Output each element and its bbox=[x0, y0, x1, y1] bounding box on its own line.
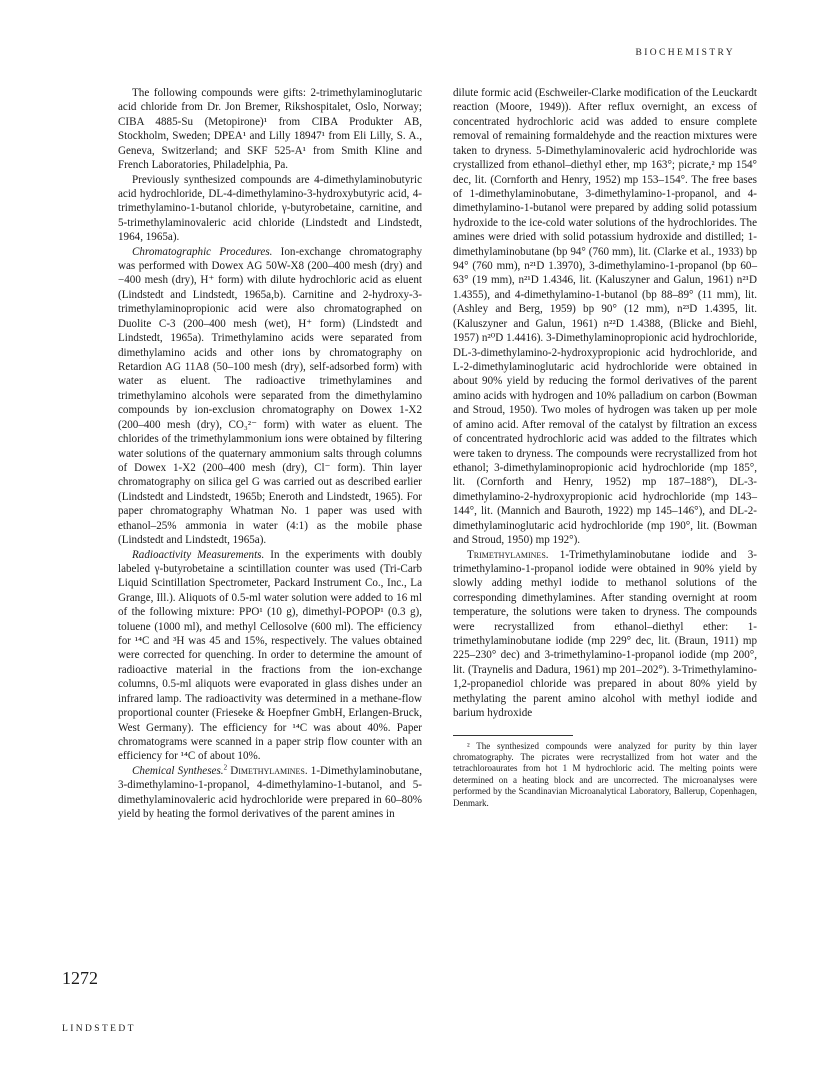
footnote: ² The synthesized compounds were analyzed for purity by thin layer chromatography. The picrates were recrystallized from hot water and the tetrachloroaurates from hot 1 M hydrochloric acid. The melting points were determined on a heating block and are uncorrected. The microanalyses were performed by the Scandinavian Microanalytical Laboratory, Ballerup, Copenhagen, Denmark. bbox=[453, 740, 757, 808]
section-heading-syntheses: Chemical Syntheses. bbox=[132, 764, 224, 777]
trimethylamines-text: 1-Trimethylaminobutane iodide and 3-trimethylamino-1-propanol iodide were obtained in 90% yield by slowly adding methyl iodide to methanol solutions of the corresponding dimethylamines. After standing overnight at room temperature, the solutions were taken to dryness. The compounds were recrystallized from ethanol–diethyl ether: 1-trimethylaminobutane iodide (mp 229° dec, lit. (Braun, 1911) mp 225–230° dec) and 3-trimethylamino-1-propanol iodide (mp 200°, lit. (Traynelis and Dadura, 1961) mp 201–202°). 3-Trimethylamino-1,2-propanediol chloride was prepared in about 80% yield by methylating the parent amino alcohol with methyl iodide and barium hydroxide bbox=[453, 548, 757, 720]
paragraph-syntheses bbox=[118, 764, 422, 822]
running-footer-author: LINDSTEDT bbox=[62, 1024, 136, 1034]
left-column bbox=[118, 86, 422, 822]
chromatography-text: Ion-exchange chromatography was performed with Dowex AG 50W-X8 (200–400 mesh (dry) and −400 mesh (dry), H⁺ form) with dilute hydrochloric acid as eluent (Lindstedt and Lindstedt, 1965a,b). Carnitine and 2-hydroxy-3-trimethylaminopropionic acid were also chromatographed on Duolite C-3 (200–400 mesh (wet), H⁺ form) (Lindstedt and Lindstedt, 1965a). Trimethylamino acids were separated from dimethylamino acids and other ions by chromatography on Retardion AG 11A8 (50–100 mesh (dry), self-adsorbed form) with water as eluent. The radioactive trimethylamines and trimethylamino alcohols were separated from the dimethylamino compounds by ion-exclusion chromatography on Dowex 1-X2 (200–400 mesh (dry), CO₃²⁻ form) with water as eluent. The chlorides of the trimethylammonium ions were obtained by filtering water solutions of the quaternary ammonium salts through columns of Dowex 1-X2 (200–400 mesh (dry), Cl⁻ form). Thin layer chromatography on silica gel G was carried out as described earlier (Lindstedt and Lindstedt, 1965b; Eneroth and Lindstedt, 1965). For paper chromatography Whatman No. 1 paper was used with ethanol–25% ammonia in water (4:1) as the mobile phase (Lindstedt and Lindstedt, 1965a). bbox=[118, 245, 422, 547]
running-header: BIOCHEMISTRY bbox=[635, 48, 735, 58]
page-number: 1272 bbox=[62, 968, 98, 988]
paragraph-trimethylamines bbox=[453, 548, 757, 721]
paragraph-previous-compounds: Previously synthesized compounds are 4-dimethylaminobutyric acid hydrochloride, DL-4-dimethylamino-3-hydroxybutyric acid, 4-trimethylamino-1-butanol chloride, γ-butyrobetaine, carnitine, and 5-trimethylaminovaleric acid chloride (Lindstedt and Lindstedt, 1964, 1965a). bbox=[118, 173, 422, 244]
section-heading-radioactivity: Radioactivity Measurements. bbox=[132, 548, 265, 561]
paragraph-gifts: The following compounds were gifts: 2-trimethylaminoglutaric acid chloride from Dr. Jon Bremer, Rikshospitalet, Oslo, Norway; CIBA 4885-Su (Metopirone)¹ from CIBA Produkter AB, Stockholm, Sweden; DPEA¹ and Lilly 18947¹ from Eli Lilly, S. A., Geneva, Switzerland; and SKF 525-A¹ from Smith Kline and French Laboratories, Philadelphia, Pa. bbox=[118, 87, 422, 172]
footnote-ref: 2 bbox=[223, 763, 228, 772]
footnote-divider bbox=[453, 735, 573, 736]
paragraph-dimethylamines-continued: dilute formic acid (Eschweiler-Clarke modification of the Leuckardt reaction (Moore, 1949)). After reflux overnight, an excess of concentrated hydrochloric acid was added to ensure complete removal of remaining formaldehyde and the reaction mixtures were taken to dryness. 5-Dimethylaminovaleric acid hydrochloride was crystallized from ethanol–diethyl ether, mp 163°; picrate,² mp 154° dec, lit. (Cornforth and Henry, 1952) mp 153–154°. The free bases of 1-dimethylaminobutane, 3-dimethylamino-1-propanol, and 4-dimethylamino-1-butanol were prepared by adding solid potassium hydroxide to the ice-cold water solutions of the hydrochlorides. The amines were dried with solid potassium hydroxide and distilled; 1-dimethylaminobutane (bp 94° (760 mm), lit. (Clarke et al., 1933) bp 94° (760 mm), n²¹D 1.3970), 3-dimethylamino-1-propanol (bp 60–63° (19 mm), n²¹D 1.4346, lit. (Kaluszyner and Galun, 1961) n²¹D 1.4355), and 4-dimethylamino-1-butanol (bp 88–89° (11 mm), lit. (Ashley and Berg, 1959) bp 90° (12 mm), n²³D 1.4395, lit. (Kaluszyner and Galun, 1961) n²²D 1.4388, (Blicke and Biehl, 1957) n²⁰D 1.4416). 3-Dimethylaminopropionic acid hydrochloride, DL-3-dimethylamino-2-hydroxypropionic acid hydrochloride, and L-2-dimethylaminoglutaric acid hydrochloride were obtained in about 90% yield by reducing the formol derivatives of the parent amino acids with hydrogen and 10% palladium on carbon (Bowman and Stroud, 1950). Two moles of hydrogen was taken up per mole of amino acid. After removal of the catalyst by filtration an excess of concentrated hydrochloric acid was added to the filtrates which were taken to dryness. The compounds were recrystallized from hot ethanol; 3-dimethylaminopropionic acid hydrochloride (mp 185°, lit. (Cornforth and Henry, 1952) mp 187–188°), DL-3-dimethylamino-2-hydroxypropionic acid hydrochloride (mp 143–144°, lit. (Mannich and Bauroth, 1922) mp 145–146°), and DL-2-dimethylaminoglutaric acid hydrochloride (mp 190°, lit. (Bowman and Stroud, 1950) mp 192°). bbox=[453, 87, 757, 547]
right-column bbox=[453, 86, 757, 809]
radioactivity-text: In the experiments with doubly labeled γ-butyrobetaine a scintillation counter was used (Tri-Carb Liquid Scintillation Spectrometer, Packard Instrument Co., Inc., La Grange, Ill.). Aliquots of 0.5-ml water solution were added to 16 ml of the following mixture: PPO¹ (10 g), dimethyl-POPOP¹ (0.3 g), toluene (1000 ml), and methyl Cellosolve (600 ml). The efficiency for ¹⁴C and ³H was 45 and 15%, respectively. The values obtained were corrected for quenching. In order to determine the amount of radioactive material in the fractions from the ion-exchange columns, 0.5-ml aliquots were evaporated in glass dishes under an infrared lamp. The radioactivity was determined in a methane-flow proportional counter (Frieseke & Hoepfner GmbH, Erlangen-Bruck, West Germany). The efficiency for ¹⁴C was about 40%. Paper chromatograms were scanned in a paper strip flow counter with an efficiency for ¹⁴C of about 10%. bbox=[118, 548, 422, 763]
paragraph-radioactivity bbox=[118, 548, 422, 764]
section-heading-chromatography: Chromatographic Procedures. bbox=[132, 245, 273, 258]
subheading-dimethylamines: Dimethylamines. bbox=[227, 764, 308, 777]
subheading-trimethylamines: Trimethylamines. bbox=[467, 548, 549, 561]
paragraph-chromatography bbox=[118, 245, 422, 548]
syntheses-text: 1-Dimethylaminobutane, 3-dimethylamino-1-propanol, 4-dimethylamino-1-butanol, and 5-dimethylaminovaleric acid hydrochloride were prepared in 60–80% yield by heating the formol derivatives of the parent amines in bbox=[118, 764, 422, 821]
